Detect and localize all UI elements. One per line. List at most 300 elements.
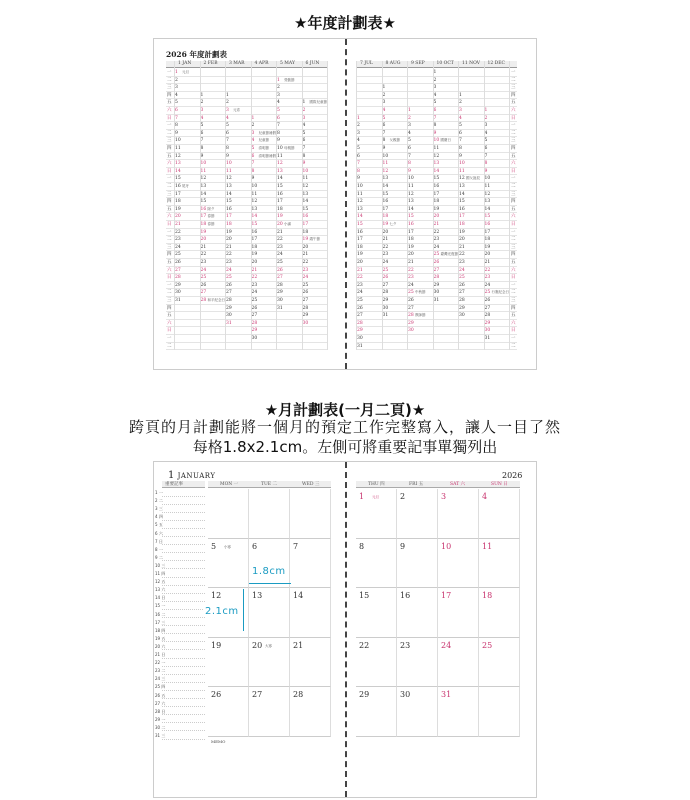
year-grid-row <box>166 274 327 282</box>
day-note: 尾牙 <box>182 184 189 188</box>
month-header-label: 11 NOV <box>462 61 480 66</box>
weekday-label: 四 <box>167 146 172 151</box>
year-grid-row <box>166 122 327 130</box>
day-number: 1 <box>277 77 280 83</box>
day-note: 春節 <box>207 222 215 226</box>
year-grid-row <box>356 77 517 85</box>
day-number: 4 <box>175 92 178 98</box>
month-header-row <box>166 61 327 68</box>
day-number: 10 <box>277 146 283 151</box>
year-grid-row <box>166 213 327 221</box>
day-number: 11 <box>459 168 465 174</box>
day-number: 18 <box>382 214 389 220</box>
weekday-label: 二 <box>511 343 516 349</box>
year-grid-row <box>356 84 517 92</box>
day-note: 勞動節 <box>284 77 295 82</box>
day-number: 8 <box>175 123 178 129</box>
weekday-label: 四 <box>511 199 516 205</box>
weekday-label: 五 <box>511 313 516 319</box>
day-number: 26 <box>302 290 309 296</box>
month-header-label: 1 JAN <box>178 61 192 66</box>
day-number: 4 <box>357 138 360 144</box>
day-note: 清明節補假 <box>258 153 276 158</box>
day-number: 19 <box>226 229 232 235</box>
weekday-label: 二 <box>167 130 172 136</box>
day-number: 1 <box>251 115 255 121</box>
day-number: 17 <box>200 214 207 220</box>
day-number: 8 <box>226 146 229 151</box>
day-number: 14 <box>293 591 304 600</box>
year-grid-row <box>356 198 517 206</box>
day-number: 9 <box>408 168 411 174</box>
year-grid-row <box>356 327 517 335</box>
day-number: 21 <box>408 260 414 265</box>
weekday-label: 三 <box>167 298 172 303</box>
weekday-label: 二 <box>511 184 516 189</box>
day-number: 30 <box>382 305 389 311</box>
day-number: 7 <box>226 138 229 144</box>
weekday-header-label: MON 一 <box>220 482 239 487</box>
weekday-label: 日 <box>511 115 516 121</box>
day-number: 8 <box>408 161 411 167</box>
day-number: 9 <box>400 541 406 551</box>
day-note: 母親節 <box>284 146 295 150</box>
day-number: 25 <box>459 275 465 281</box>
weekday-label: 三 <box>167 138 172 144</box>
day-number: 5 <box>302 130 306 136</box>
day-number: 4 <box>277 100 280 106</box>
side-line-label: 8 一 <box>155 546 163 552</box>
year-grid-row <box>166 107 327 115</box>
day-number: 22 <box>277 237 283 243</box>
weekday-label: 四 <box>511 146 516 151</box>
day-number: 22 <box>200 252 207 258</box>
day-number: 24 <box>251 290 258 296</box>
day-number: 17 <box>277 199 283 205</box>
day-number: 14 <box>277 176 283 182</box>
day-number: 22 <box>382 244 389 250</box>
day-number: 19 <box>302 237 309 243</box>
day-cell <box>290 588 331 638</box>
year-grid-row <box>356 99 517 107</box>
weekday-label: 四 <box>511 252 516 258</box>
year-grid-row <box>356 274 517 282</box>
side-line-label: 21 日 <box>155 652 166 657</box>
day-number: 30 <box>459 313 465 319</box>
day-cell <box>249 638 290 688</box>
side-line-label: 16 二 <box>155 611 166 617</box>
day-number: 2 <box>400 492 406 501</box>
day-number: 14 <box>459 191 465 197</box>
day-number: 10 <box>484 176 491 182</box>
weekday-label: 二 <box>167 237 172 243</box>
day-number: 24 <box>382 260 389 265</box>
side-line-label: 29 一 <box>155 716 166 722</box>
day-number: 27 <box>252 690 263 699</box>
side-line-label: 26 五 <box>155 692 166 698</box>
day-number: 27 <box>484 305 491 311</box>
weekday-label: 五 <box>167 100 172 106</box>
side-line-label: 14 日 <box>155 595 166 601</box>
day-note: 兒童節補假 <box>258 130 276 135</box>
day-note: 教師節 <box>415 313 426 318</box>
year-grid-row <box>166 251 327 259</box>
year-grid-row <box>166 206 327 214</box>
monthly-description-1: 跨頁的月計劃能將一個月的預定工作完整寫入，讓人一目了然 <box>128 418 561 436</box>
year-grid-row <box>356 343 517 351</box>
day-number: 30 <box>277 298 283 303</box>
day-number: 18 <box>200 222 207 227</box>
day-number: 10 <box>357 184 363 189</box>
side-line-label: 3 三 <box>155 506 163 512</box>
day-number: 23 <box>484 275 491 281</box>
side-line-label: 31 三 <box>155 733 166 738</box>
year-grid-row <box>166 69 327 77</box>
side-note-line <box>155 554 205 562</box>
side-note-line <box>155 505 205 513</box>
day-number: 7 <box>200 138 204 144</box>
weekday-label: 五 <box>167 153 172 159</box>
day-number: 29 <box>433 282 440 288</box>
day-number: 8 <box>251 168 255 174</box>
day-number: 16 <box>433 184 440 189</box>
day-note: 清明節 <box>258 146 269 150</box>
day-cell <box>208 638 249 688</box>
day-number: 20 <box>459 237 465 243</box>
day-number: 3 <box>408 123 411 129</box>
side-line-label: 13 六 <box>155 587 166 593</box>
year-grid-row <box>166 267 327 275</box>
day-number: 7 <box>433 115 437 121</box>
day-number: 25 <box>251 298 258 303</box>
page-fold-divider <box>345 39 347 369</box>
side-line-label: 17 三 <box>155 619 166 625</box>
day-number: 12 <box>433 153 440 159</box>
weekday-label: 六 <box>511 108 516 113</box>
day-number: 9 <box>484 168 488 174</box>
weekday-label: 六 <box>511 320 516 326</box>
day-number: 19 <box>433 206 440 212</box>
day-number: 2 <box>433 77 437 83</box>
side-note-line <box>155 643 205 651</box>
monthly-plan-spread <box>153 461 537 798</box>
day-note: 元旦 <box>372 495 379 499</box>
day-number: 14 <box>382 184 389 189</box>
day-number: 24 <box>441 640 452 650</box>
day-number: 18 <box>482 591 493 600</box>
day-number: 5 <box>459 123 462 129</box>
day-number: 6 <box>382 123 386 129</box>
day-number: 2 <box>459 100 462 106</box>
day-number: 16 <box>226 206 232 212</box>
day-number: 2 <box>484 115 488 121</box>
day-number: 21 <box>484 260 491 265</box>
day-number: 15 <box>200 199 207 205</box>
day-number: 29 <box>357 328 363 334</box>
month-header-label: 2 FEB <box>203 61 218 66</box>
day-number: 3 <box>357 130 360 136</box>
day-number: 18 <box>459 222 465 227</box>
day-number: 23 <box>382 252 389 258</box>
year-column-line <box>458 61 459 350</box>
side-note-line <box>155 611 205 619</box>
day-number: 13 <box>484 199 491 205</box>
day-number: 26 <box>357 305 363 311</box>
day-number: 13 <box>251 206 258 212</box>
weekday-header-label: SUN 日 <box>491 482 508 487</box>
day-number: 9 <box>459 153 462 159</box>
side-note-line <box>155 497 205 505</box>
side-note-line <box>155 627 205 635</box>
year-grid-row <box>356 160 517 168</box>
side-line-label: 30 二 <box>155 724 166 730</box>
day-number: 22 <box>357 275 363 281</box>
day-number: 26 <box>484 298 491 303</box>
day-number: 1 <box>226 92 229 98</box>
day-number: 13 <box>408 199 414 205</box>
weekday-header-label: SAT 六 <box>450 482 466 487</box>
day-number: 16 <box>302 214 309 220</box>
weekday-label: 二 <box>167 343 172 349</box>
day-cell <box>290 638 331 688</box>
day-number: 27 <box>302 298 309 303</box>
year-grid-row <box>356 92 517 100</box>
day-number: 31 <box>441 690 452 699</box>
day-number: 10 <box>200 161 207 167</box>
day-number: 2 <box>382 92 386 98</box>
weekday-label: 五 <box>167 206 172 212</box>
day-number: 13 <box>226 184 232 189</box>
day-number: 30 <box>408 328 414 334</box>
day-cell <box>290 539 331 589</box>
year-grid-row <box>356 153 517 161</box>
day-number: 12 <box>226 176 232 182</box>
day-cell <box>249 687 290 737</box>
day-number: 28 <box>408 313 414 319</box>
day-number: 31 <box>357 343 363 349</box>
day-number: 2 <box>200 100 204 106</box>
weekday-label: 五 <box>167 260 172 265</box>
year-grid-row <box>166 99 327 107</box>
side-note-line <box>155 667 205 675</box>
day-number: 28 <box>357 320 363 326</box>
year-grid-row <box>356 244 517 252</box>
weekday-label: 四 <box>167 199 172 205</box>
day-number: 17 <box>484 229 491 235</box>
day-number: 29 <box>302 313 309 319</box>
day-cell <box>290 489 331 539</box>
day-number: 21 <box>251 267 258 273</box>
day-number: 17 <box>441 591 452 600</box>
day-number: 11 <box>226 168 232 174</box>
day-number: 14 <box>433 168 440 174</box>
day-cell <box>356 638 397 688</box>
year-grid-row <box>166 221 327 229</box>
day-number: 18 <box>484 237 491 243</box>
side-note-line <box>155 683 205 691</box>
day-number: 20 <box>382 229 389 235</box>
day-number: 12 <box>302 184 309 189</box>
day-number: 31 <box>433 298 440 303</box>
day-number: 16 <box>408 222 414 227</box>
day-cell <box>397 638 438 688</box>
side-note-line <box>155 513 205 521</box>
weekday-label: 一 <box>511 70 516 75</box>
day-number: 9 <box>226 153 229 159</box>
side-note-line <box>155 692 205 700</box>
day-number: 12 <box>251 199 258 205</box>
day-number: 24 <box>302 275 309 281</box>
year-column-line <box>302 61 303 350</box>
day-number: 6 <box>484 146 488 151</box>
day-number: 2 <box>302 108 306 113</box>
day-cell <box>356 588 397 638</box>
day-number: 29 <box>408 320 414 326</box>
day-number: 29 <box>175 282 181 288</box>
day-number: 18 <box>226 222 232 227</box>
day-number: 3 <box>484 123 488 129</box>
day-number: 29 <box>226 305 232 311</box>
day-number: 11 <box>200 168 207 174</box>
day-number: 8 <box>357 168 360 174</box>
day-number: 24 <box>484 282 491 288</box>
day-number: 17 <box>175 191 181 197</box>
day-number: 4 <box>251 138 255 144</box>
year-grid-row <box>166 130 327 138</box>
side-line-label: 20 六 <box>155 643 166 649</box>
year-grid-row <box>166 84 327 92</box>
height-dimension-label: 2.1cm <box>205 606 239 617</box>
day-note: 小滿 <box>284 222 291 226</box>
day-number: 26 <box>277 267 283 273</box>
day-cell <box>479 489 520 539</box>
day-number: 19 <box>408 244 414 250</box>
day-number: 6 <box>433 108 437 113</box>
day-number: 4 <box>226 115 229 121</box>
month-header-label: 7 JUL <box>360 61 373 66</box>
day-number: 28 <box>302 305 309 311</box>
weekday-label: 日 <box>167 328 172 334</box>
day-number: 25 <box>200 275 207 281</box>
day-number: 16 <box>357 229 363 235</box>
day-number: 2 <box>408 115 411 121</box>
weekday-label: 六 <box>511 161 516 167</box>
day-number: 12 <box>200 176 207 182</box>
day-number: 19 <box>200 229 207 235</box>
year-grid-row <box>356 312 517 320</box>
day-number: 28 <box>459 298 465 303</box>
day-number: 15 <box>382 191 389 197</box>
day-number: 28 <box>226 298 232 303</box>
month-name: JANUARY <box>177 472 216 480</box>
weekday-label: 三 <box>167 191 172 197</box>
day-number: 23 <box>175 237 181 243</box>
weekday-label: 三 <box>167 85 172 91</box>
day-number: 17 <box>226 214 232 220</box>
day-note: 兒童節 <box>258 138 269 143</box>
day-number: 22 <box>226 252 232 258</box>
day-number: 8 <box>359 541 365 551</box>
month-header-label: 3 MAR <box>229 61 245 66</box>
day-number: 10 <box>459 161 465 167</box>
day-number: 5 <box>357 146 360 151</box>
year-grid-row <box>356 297 517 305</box>
day-number: 12 <box>211 591 222 600</box>
side-line-label: 22 一 <box>155 660 166 666</box>
weekday-label: 日 <box>167 222 172 227</box>
day-number: 1 <box>382 85 386 91</box>
weekday-label: 一 <box>511 123 516 129</box>
side-note-line <box>155 708 205 716</box>
day-number: 23 <box>459 260 465 265</box>
day-number: 3 <box>459 108 462 113</box>
side-note-line <box>155 659 205 667</box>
day-number: 20 <box>277 222 283 227</box>
side-line-label: 15 一 <box>155 603 166 609</box>
day-number: 5 <box>433 100 437 106</box>
year-column-line <box>251 61 252 350</box>
day-note: 國際兒童節 <box>309 100 327 105</box>
day-number: 17 <box>302 222 309 227</box>
day-number: 4 <box>408 130 411 136</box>
weekday-label: 五 <box>511 100 516 106</box>
day-number: 12 <box>175 153 181 159</box>
side-line-label: 25 四 <box>155 684 166 690</box>
side-line-label: 27 六 <box>155 700 166 706</box>
day-number: 11 <box>482 541 493 551</box>
day-number: 8 <box>277 130 280 136</box>
day-number: 29 <box>251 328 258 334</box>
day-note: 中秋節 <box>415 290 426 295</box>
year-grid-row <box>166 77 327 85</box>
day-number: 16 <box>175 184 181 189</box>
day-cell <box>356 489 397 539</box>
day-note: 七夕 <box>389 222 397 226</box>
day-number: 17 <box>433 191 440 197</box>
day-number: 25 <box>302 282 309 288</box>
year-grid-row <box>166 343 327 351</box>
day-number: 8 <box>382 138 386 144</box>
height-dimension-line <box>243 589 244 631</box>
year-column-line <box>509 61 510 350</box>
day-cell <box>479 539 520 589</box>
side-note-line <box>155 724 205 732</box>
side-note-line <box>155 594 205 602</box>
yearly-plan-spread <box>153 38 537 370</box>
day-number: 17 <box>251 237 258 243</box>
day-number: 4 <box>302 123 306 129</box>
day-number: 10 <box>175 138 181 144</box>
month-header-label: 12 DEC <box>487 61 505 66</box>
day-number: 9 <box>200 153 204 159</box>
weekday-label: 一 <box>167 176 172 182</box>
year-column-line <box>484 61 485 350</box>
year-grid-row <box>166 229 327 237</box>
weekday-header-label: THU 四 <box>368 482 385 487</box>
day-number: 25 <box>357 298 363 303</box>
side-note-line <box>155 675 205 683</box>
day-number: 27 <box>459 290 465 296</box>
day-number: 3 <box>175 85 178 91</box>
day-number: 19 <box>251 252 258 258</box>
day-number: 16 <box>251 229 258 235</box>
day-number: 25 <box>433 252 440 258</box>
day-number: 29 <box>359 690 370 699</box>
weekday-header-label: WED 三 <box>302 482 320 487</box>
weekday-label: 一 <box>167 336 172 341</box>
day-number: 22 <box>484 267 491 273</box>
weekday-header-label: FRI 五 <box>409 482 424 487</box>
